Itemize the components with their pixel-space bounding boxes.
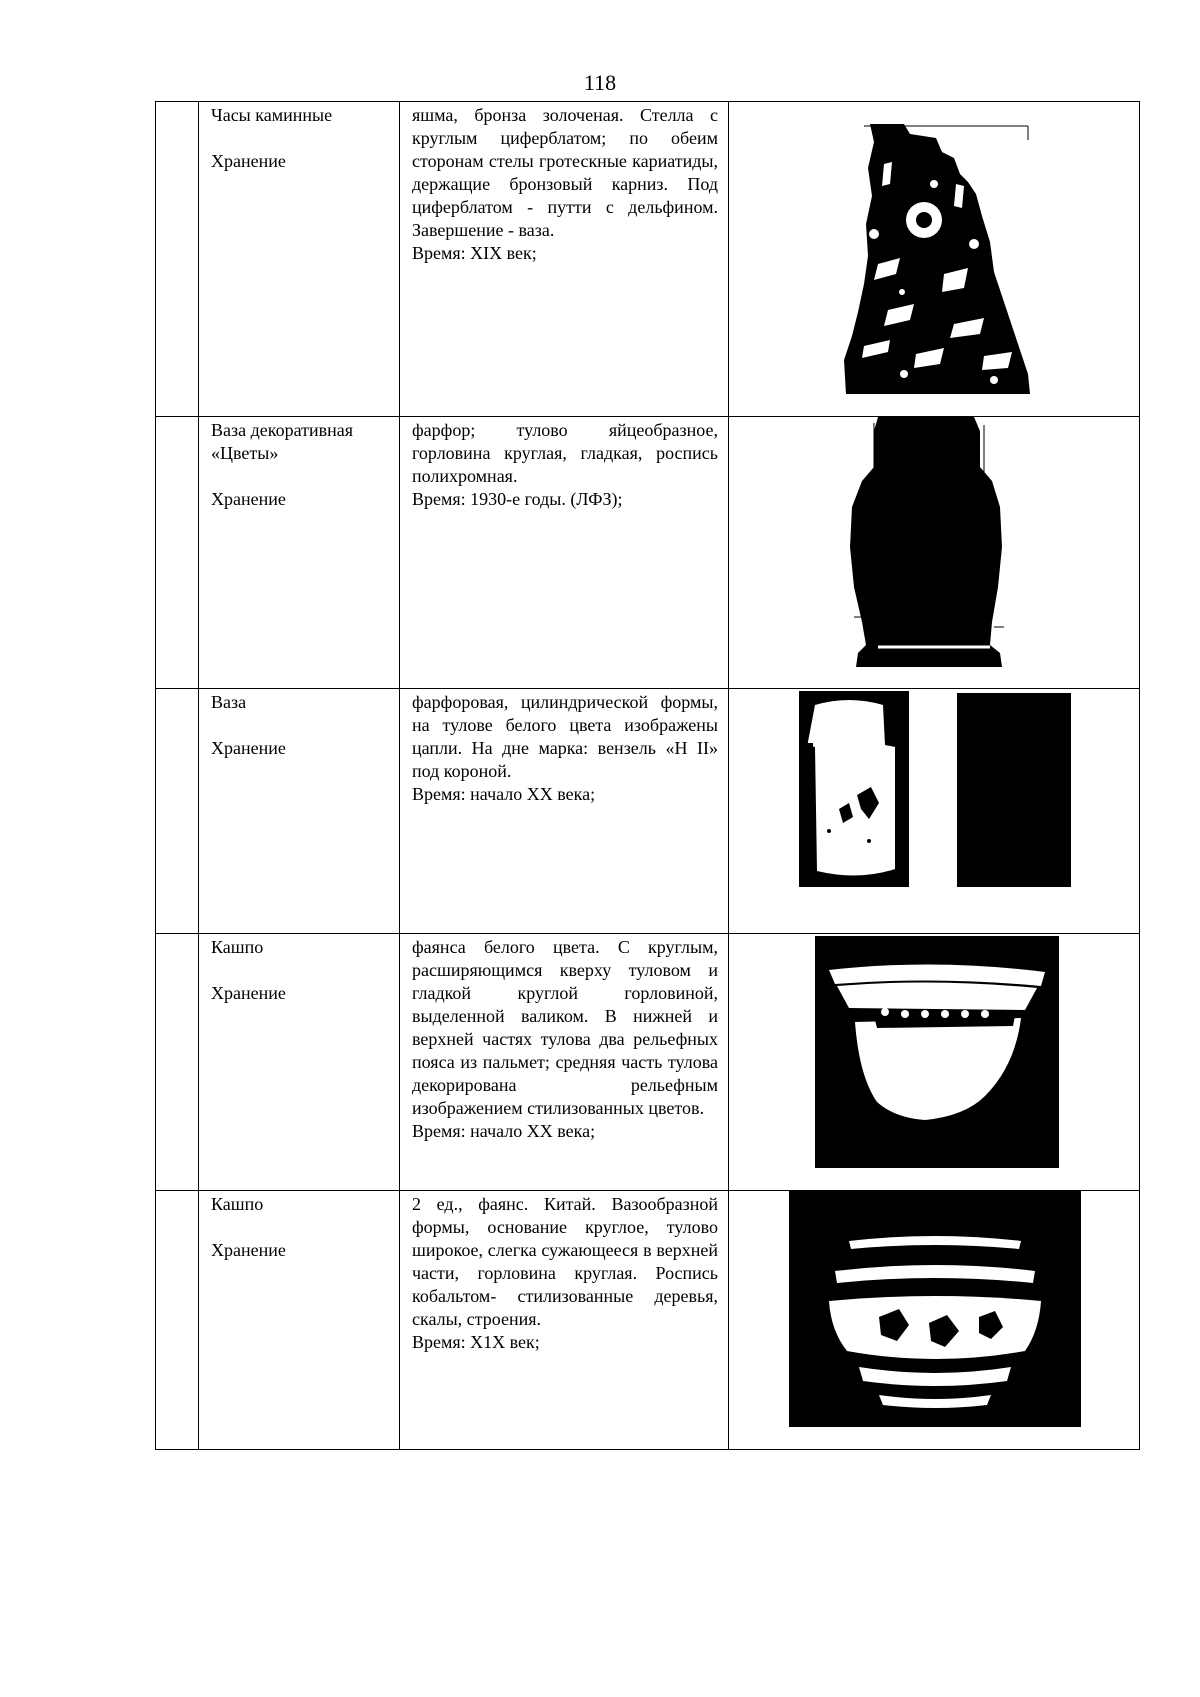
item-description-cell [400,689,729,934]
index-cell [156,1191,199,1450]
item-name-cell [199,934,400,1191]
item-time: Время: 1930-е годы. (ЛФЗ); [412,489,623,509]
item-name: Кашпо [211,937,264,957]
item-description-cell [400,934,729,1191]
item-name-cell [199,102,400,417]
item-time: Время: X1X век; [412,1332,540,1352]
item-photo-cell [729,1191,1140,1450]
cylindrical-vase-photo-icon [799,691,909,887]
item-photo-cell [729,689,1140,934]
item-name: Часы каминные [211,105,333,125]
item-name-cell [199,1191,400,1450]
mantel-clock-photo-icon [844,124,1030,394]
index-cell [156,417,199,689]
storage-label: Хранение [211,1240,286,1260]
item-name: Кашпо [211,1194,264,1214]
item-name: Ваза [211,692,247,712]
inventory-table [155,101,1140,1450]
item-photo-cell [729,102,1140,417]
item-description-cell [400,102,729,417]
item-photo-cell [729,417,1140,689]
item-time: Время: начало XX века; [412,1121,596,1141]
item-description-cell [400,417,729,689]
index-cell [156,689,199,934]
item-time: Время: XIX век; [412,243,537,263]
table-row [156,417,1140,689]
decorative-vase-photo-icon [844,417,1014,669]
page-number: 118 [583,70,617,95]
storage-label: Хранение [211,151,286,171]
storage-label: Хранение [211,738,286,758]
vase-base-mark-photo-icon [957,693,1071,887]
item-name-cell [199,689,400,934]
storage-label: Хранение [211,983,286,1003]
item-photo-cell [729,934,1140,1191]
storage-label: Хранение [211,489,286,509]
index-cell [156,102,199,417]
item-description-cell [400,1191,729,1450]
chinese-cachepot-photo-icon [789,1191,1081,1427]
item-description: 2 ед., фаянс. Китай. Вазообразной формы, основание круглое, тулово широкое, слегка сужающееся в верхней части, горловина круглая. Роспись кобальтом- стилизованные деревья, скалы, строения. [412,1194,718,1329]
item-time: Время: начало XX века; [412,784,596,804]
table-row [156,689,1140,934]
item-name: Ваза декоративная «Цветы» [211,420,353,463]
index-cell [156,934,199,1191]
cachepot-photo-icon [815,936,1059,1168]
item-description: фарфор; тулово яйцеобразное, горловина круглая, гладкая, роспись полихромная. [412,420,718,486]
table-row [156,102,1140,417]
table-row [156,934,1140,1191]
item-description: фарфоровая, цилиндрической формы, на тулове белого цвета изображены цапли. На дне марка: вензель «Н II» под короной. [412,692,718,781]
item-description: яшма, бронза золоченая. Стелла с круглым циферблатом; по обеим сторонам стелы гротескные кариатиды, держащие бронзовый карниз. Под циферблатом - путти с дельфином. Завершение - ваза. [412,105,718,240]
item-name-cell [199,417,400,689]
item-description: фаянса белого цвета. С круглым, расширяющимся кверху туловом и гладкой круглой горловиной, выделенной валиком. В нижней и верхней частях тулова два рельефных пояса из пальмет; средняя часть тулова декорирована рельефным изображением стилизованных цветов. [412,937,718,1118]
table-row [156,1191,1140,1450]
